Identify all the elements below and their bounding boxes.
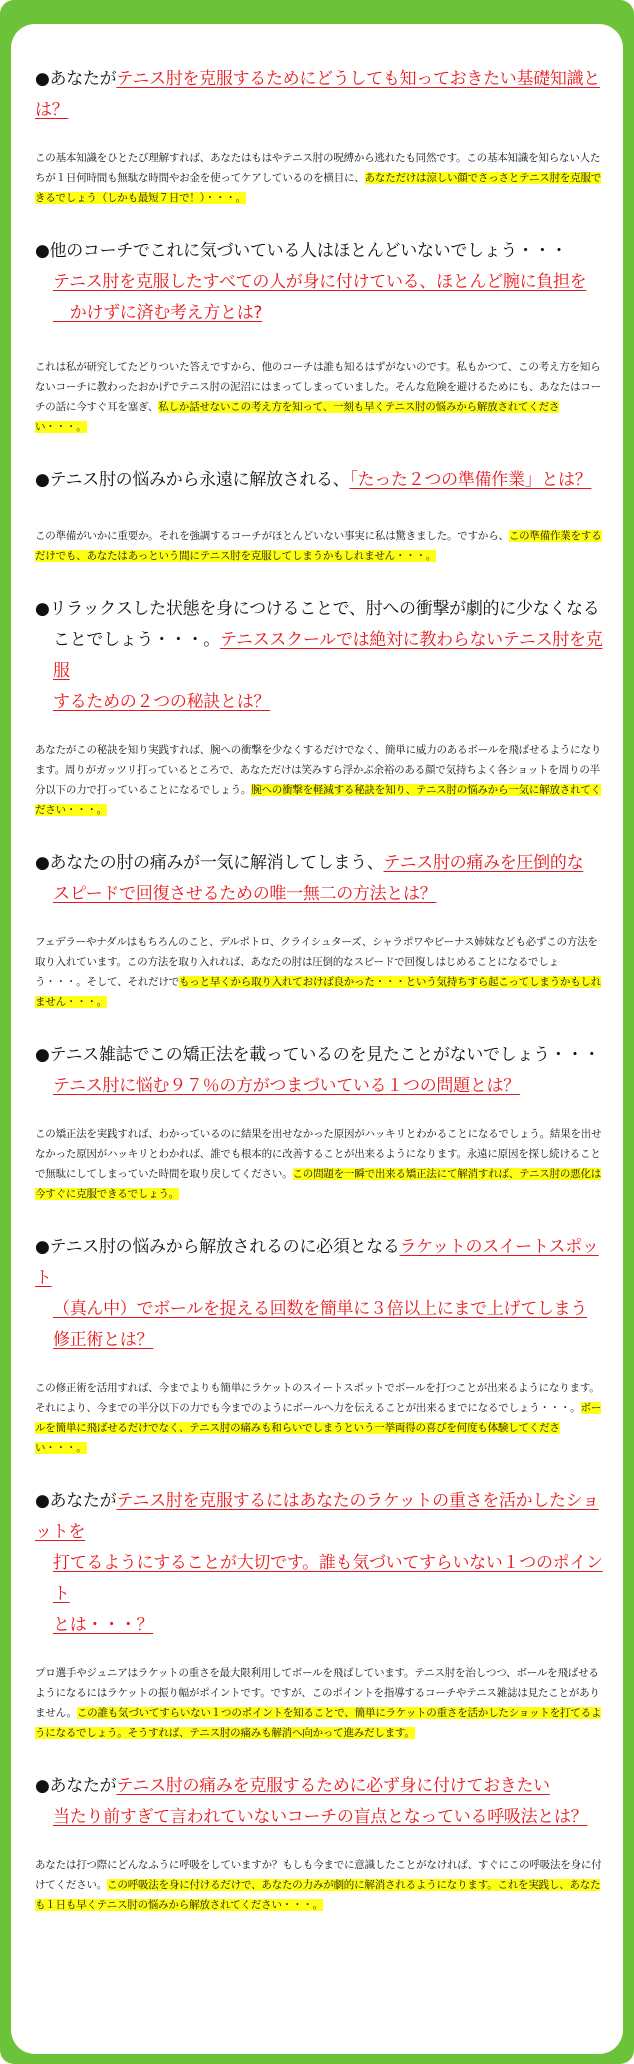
section-heading (35, 1232, 605, 1356)
heading-line (35, 267, 605, 298)
heading-emphasis: テニス肘を克服したすべての人が身に付けている、ほとんど腕に負担を (53, 272, 587, 292)
heading-emphasis: テニス肘の痛みを圧倒的な (383, 853, 584, 873)
heading-text: ●あなたが (35, 1491, 117, 1511)
section-body (35, 526, 605, 566)
heading-emphasis: （真ん中）でボールを捉える回数を簡単に３倍以上にまで上げてしまう (53, 1299, 588, 1319)
section-body (35, 1663, 605, 1743)
heading-line (35, 1071, 605, 1102)
heading-text: ●テニス肘の悩みから永遠に解放される、 (35, 470, 350, 490)
section (35, 1232, 605, 1458)
heading-text: ●あなたが (35, 69, 117, 89)
section (35, 1040, 605, 1204)
section-heading (35, 848, 605, 910)
body-text: この修正術を活用すれば、今までよりも簡単にラケットのスイートスポットでボールを打つことが出来るようになります。それにより、今までの半分以下の力でも今までのようにボールへ力を伝えることが出来るまでになるでしょう・・・。 (35, 1382, 600, 1414)
section-heading (35, 1040, 605, 1102)
section-body (35, 1378, 605, 1458)
heading-text: ●テニス肘の悩みから解放されるのに必須となる (35, 1237, 400, 1257)
heading-emphasis: するための２つの秘訣とは？ (53, 692, 271, 712)
section-heading (35, 1486, 605, 1641)
heading-emphasis: テニス肘の痛みを克服するために必ず身に付けておきたい (116, 1776, 550, 1796)
heading-text: ●リラックスした状態を身につけることで、肘への衝撃が劇的に少なくなる (35, 599, 600, 619)
highlighted-text: この問題を一瞬で出来る矯正法にて解消すれば、テニス肘の悪化は今すぐに克服できるでしょう。 (35, 1168, 602, 1200)
section (35, 465, 605, 566)
heading-line (35, 1325, 605, 1356)
content-panel (11, 24, 623, 2054)
heading-line (35, 465, 605, 496)
heading-text: ●テニス雑誌でこの矯正法を載っているのを見たことがないでしょう・・・ (35, 1045, 600, 1065)
heading-line (35, 848, 605, 879)
section (35, 1486, 605, 1743)
heading-emphasis: 修正術とは？ (53, 1330, 154, 1350)
heading-emphasis: テニス肘に悩む９７％の方がつまづいている１つの問題とは？ (53, 1076, 520, 1096)
heading-line (35, 236, 605, 267)
heading-emphasis: テニス肘を克服するためにどうしても知っておきたい基礎知識とは？ (35, 69, 600, 120)
heading-line (35, 625, 605, 687)
body-text: あなたは打つ際にどんなふうに呼吸をしていますか？もしも今までに意識したことがなければ、すぐにこの呼吸法を身に付けてください。 (35, 1859, 602, 1891)
section-body (35, 1855, 605, 1915)
body-text: この基本知識をひとたび理解すれば、あなたはもはやテニス肘の呪縛から逃れたも同然です。この基本知識を知らない人たちが１日何時間も無駄な時間やお金を使ってケアしているのを横目に、 (35, 152, 601, 184)
heading-line (35, 1040, 605, 1071)
section (35, 594, 605, 820)
heading-emphasis: 当たり前すぎて言われていないコーチの盲点となっている呼吸法とは？ (53, 1807, 588, 1827)
section (35, 1771, 605, 1915)
section (35, 236, 605, 437)
highlighted-text: この誰も気づいてすらいない１つのポイントを知ることで、簡単にラケットの重さを活かしたショットを打てるようになるでしょう。そうすれば、テニス肘の痛みも解消へ向かって進みだします。 (35, 1707, 602, 1739)
body-text: プロ選手やジュニアはラケットの重さを最大限利用してボールを飛ばしています。テニス肘を治しつつ、ボールを飛ばせるようになるにはラケットの振り幅がポイントです。ですが、このポイントを指導するコーチやテニス雑誌は見たことがありません。 (35, 1667, 600, 1719)
heading-text: ●あなたが (35, 1776, 117, 1796)
heading-line (35, 64, 605, 126)
highlighted-text: 腕への衝撃を軽減する秘訣を知り、テニス肘の悩みから一気に解放されてください・・・。 (35, 784, 601, 816)
section-heading (35, 465, 605, 496)
highlighted-text: 私しか話せないこの考え方を知って、一刻も早くテニス肘の悩みから解放されてください・・・。 (35, 401, 560, 433)
heading-line (35, 1610, 605, 1641)
heading-line (35, 1486, 605, 1548)
heading-line (35, 594, 605, 625)
body-text: これは私が研究してたどりついた答えですから、他のコーチは誰も知るはずがないのです。私もかつて、この考え方を知らないコーチに教わったおかげでテニス肘の泥沼にはまってしまっていました。そんな危険を避けるためにも、あなたはコーチの話に今すぐ耳を塞ぎ、 (35, 361, 601, 413)
body-text: この矯正法を実践すれば、わかっているのに結果を出せなかった原因がハッキリとわかることになるでしょう。結果を出せなかった原因がハッキリとわかれば、誰でも根本的に改善することが出来るようになります。永遠に原因を探し続けることで無駄にしてしまっていた時間を取り戻してください。 (35, 1128, 602, 1180)
section-heading (35, 236, 605, 329)
section-body (35, 357, 605, 437)
heading-emphasis: 「たった２つの準備作業」とは？ (349, 470, 592, 490)
heading-text: ●あなたの肘の痛みが一気に解消してしまう、 (35, 853, 384, 873)
heading-line (35, 687, 605, 718)
section (35, 64, 605, 208)
highlighted-text: ボールを簡単に飛ばせるだけでなく、テニス肘の痛みも和らいでしまうという一挙両得の喜びを何度も体験してください・・・。 (35, 1402, 602, 1454)
heading-emphasis: テニス肘を克服するにはあなたのラケットの重さを活かしたショットを (35, 1491, 599, 1542)
heading-emphasis: スピードで回復させるための唯一無二の方法とは？ (53, 884, 437, 904)
section-heading (35, 64, 605, 126)
heading-text: ●他のコーチでこれに気づいている人はほとんどいないでしょう・・・ (35, 241, 568, 261)
highlighted-text: この準備作業をするだけでも、あなたはあっという間にテニス肘を克服してしまうかもしれません・・・。 (35, 530, 602, 562)
heading-line (35, 879, 605, 910)
section-body (35, 148, 605, 208)
heading-emphasis: 打てるようにすることが大切です。誰も気づいてすらいない１つのポイント (53, 1553, 603, 1604)
heading-line (35, 1771, 605, 1802)
body-text: あなたがこの秘訣を知り実践すれば、腕への衝撃を少なくするだけでなく、簡単に威力のあるボールを飛ばせるようになります。周りがガッツリ打っているところで、あなただけは笑みすら浮かぶ余裕のある顔で気持ちよく各ショットを周りの半分以下の力で打っていることになるでしょう。 (35, 744, 602, 796)
body-text: フェデラーやナダルはもちろんのこと、デルポトロ、クライシュターズ、シャラポワやビーナス姉妹なども必ずこの方法を取り入れています。この方法を取り入れれば、あなたの肘は圧倒的なスピードで回復しはじめることになるでしょう・・・。そして、それだけで (35, 936, 598, 988)
section-body (35, 932, 605, 1012)
section-body (35, 1124, 605, 1204)
heading-line (35, 1294, 605, 1325)
heading-line (35, 1802, 605, 1833)
heading-line (35, 1232, 605, 1294)
heading-emphasis: かけずに済む考え方とは? (53, 303, 263, 323)
highlighted-text: もっと早くから取り入れておけば良かった・・・という気持ちすら起こってしまうかもしれません・・・。 (35, 976, 602, 1008)
section-heading (35, 594, 605, 718)
highlighted-text: あなただけは涼しい顔でさっさとテニス肘を克服できるでしょう（しかも最短７日で！）・・・。 (35, 172, 602, 204)
heading-emphasis: テニススクールでは絶対に教わらないテニス肘を克服 (53, 630, 603, 681)
section-heading (35, 1771, 605, 1833)
highlighted-text: この呼吸法を身に付けるだけで、あなたの力みが劇的に解消されるようになります。これを実践し、あなたも１日も早くテニス肘の悩みから解放されてください・・・。 (35, 1879, 601, 1911)
heading-line (35, 298, 605, 329)
section-body (35, 740, 605, 820)
heading-emphasis: ラケットのスイートスポット (35, 1237, 599, 1288)
section (35, 848, 605, 1012)
heading-line (35, 1548, 605, 1610)
body-text: この準備がいかに重要か。それを強調するコーチがほとんどいない事実に私は驚きました。ですから、 (35, 530, 509, 542)
heading-text: ことでしょう・・・。 (53, 630, 220, 650)
heading-emphasis: とは・・・？ (53, 1615, 154, 1635)
